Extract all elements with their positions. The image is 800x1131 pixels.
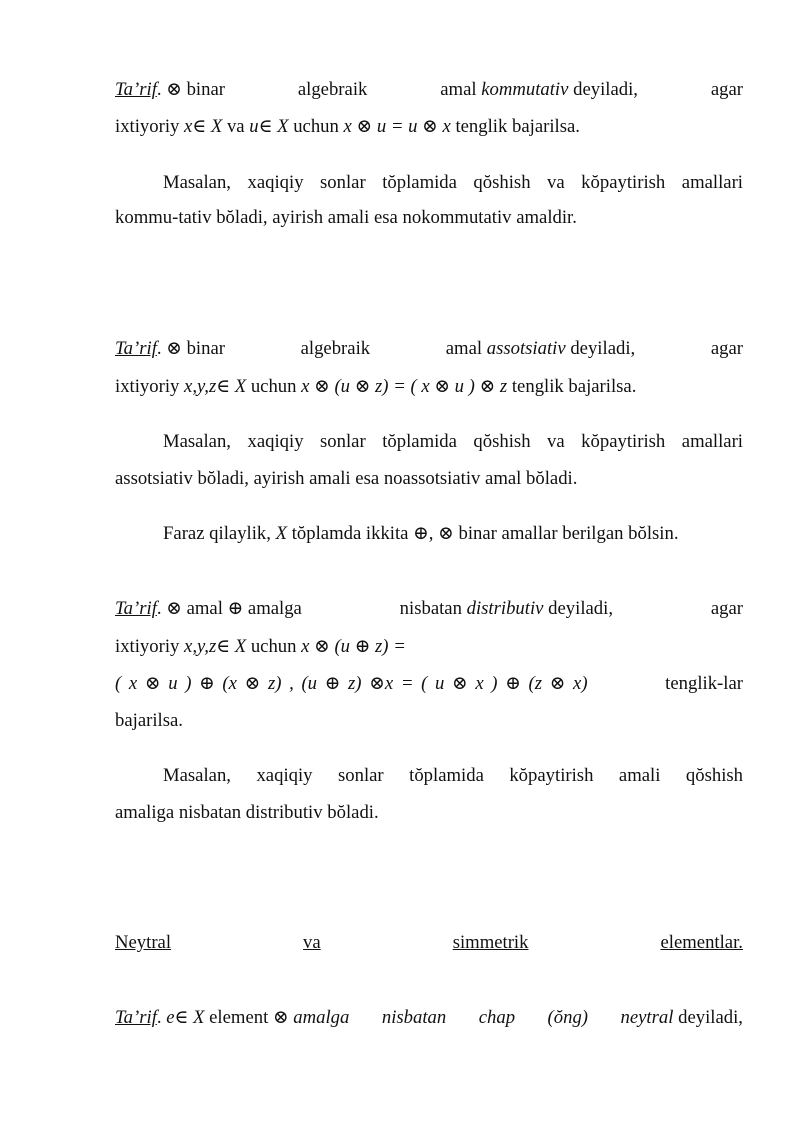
paragraph-example-2-line-2: assotsiativ bŏladi, ayirish amali esa noassotsiativ amal bŏladi.	[115, 468, 578, 489]
term-distributive: distributiv	[466, 598, 544, 619]
definition-neutral-line-1: Ta’rif. e∈ X element ⊗ amalga nisbatan chap (ŏng) neytral deyiladi,	[115, 1007, 743, 1028]
formula-associative: x ⊗ (u ⊗ z) = ( x ⊗ u ) ⊗ z	[301, 376, 508, 397]
formula-commutative: x ⊗ u = u ⊗ x	[343, 116, 451, 137]
definition-distributive-line-1: Ta’rif. ⊗ amal ⊕ amalga nisbatan distributiv deyiladi, agar	[115, 598, 743, 619]
paragraph-example-1-line-2: kommu-tativ bŏladi, ayirish amali esa nokommutativ amaldir.	[115, 207, 577, 228]
definition-distributive-line-2: ixtiyoriy x,y,z∈ X uchun x ⊗ (u ⊕ z) =	[115, 636, 406, 657]
definition-label: Ta’rif	[115, 79, 157, 100]
definition-label: Ta’rif	[115, 338, 157, 359]
definition-label: Ta’rif	[115, 598, 157, 619]
formula-distributive-left: x ⊗ (u ⊕ z) =	[301, 636, 406, 657]
definition-distributive-line-3: ( x ⊗ u ) ⊕ (x ⊗ z) , (u ⊕ z) ⊗x = ( u ⊗ x ) ⊕ (z ⊗ x) tenglik-lar	[115, 673, 743, 694]
definition-commutative-line-2: ixtiyoriy x∈ X va u∈ X uchun x ⊗ u = u ⊗ x tenglik bajarilsa.	[115, 116, 580, 137]
paragraph-example-3-line-1: Masalan, xaqiqiy sonlar tŏplamida kŏpaytirish amali qŏshish	[163, 765, 743, 786]
section-heading: Neytral va simmetrik elementlar.	[115, 932, 743, 953]
term-commutative: kommutativ	[481, 79, 569, 100]
definition-associative-line-2: ixtiyoriy x,y,z∈ X uchun x ⊗ (u ⊗ z) = ( x ⊗ u ) ⊗ z tenglik bajarilsa.	[115, 376, 637, 397]
term-neutral: neytral	[620, 1007, 674, 1028]
paragraph-example-1-line-1: Masalan, xaqiqiy sonlar tŏplamida qŏshish va kŏpaytirish amallari	[163, 172, 743, 193]
paragraph-example-3-line-2: amaliga nisbatan distributiv bŏladi.	[115, 802, 379, 823]
definition-label: Ta’rif	[115, 1007, 157, 1028]
definition-distributive-line-4: bajarilsa.	[115, 710, 183, 731]
formula-distributive: ( x ⊗ u ) ⊕ (x ⊗ z) , (u ⊕ z) ⊗x = ( u ⊗ x ) ⊕ (z ⊗ x)	[115, 673, 588, 694]
paragraph-example-2-line-1: Masalan, xaqiqiy sonlar tŏplamida qŏshish va kŏpaytirish amallari	[163, 431, 743, 452]
term-associative: assotsiativ	[486, 338, 566, 359]
paragraph-suppose: Faraz qilaylik, X tŏplamda ikkita ⊕, ⊗ binar amallar berilgan bŏlsin.	[163, 523, 679, 544]
definition-associative-line-1: Ta’rif. ⊗ binar algebraik amal assotsiativ deyiladi, agar	[115, 338, 743, 359]
definition-commutative-line-1: Ta’rif. ⊗ binar algebraik amal kommutativ deyiladi, agar	[115, 79, 743, 100]
